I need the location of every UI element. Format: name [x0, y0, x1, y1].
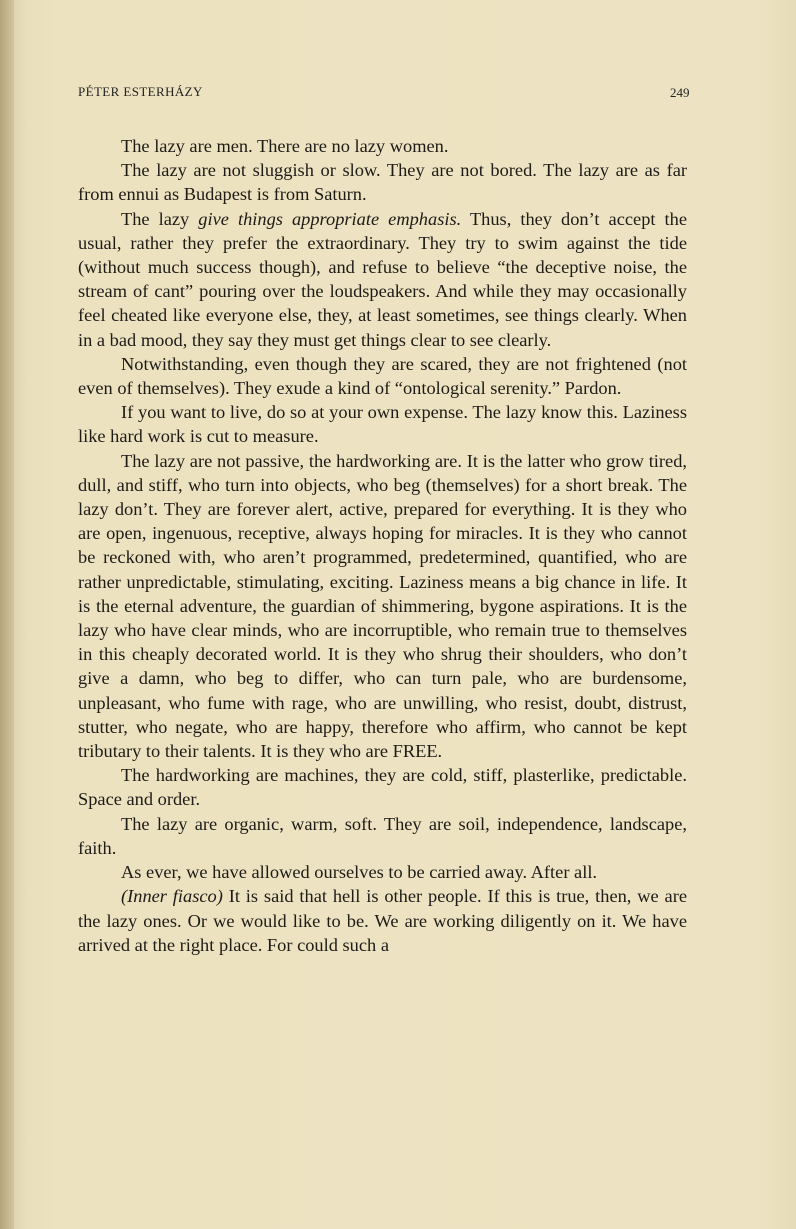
- paragraph-3-emphasis: give things appropriate emphasis.: [198, 208, 462, 229]
- paragraph-3-lead: The lazy: [121, 208, 199, 229]
- page-number: 249: [670, 85, 690, 100]
- paragraph-5: If you want to live, do so at your own expense. The lazy know this. Laziness like hard work is cut to measure.: [78, 402, 687, 447]
- binding-edge: [0, 0, 14, 1229]
- paragraph-2: The lazy are not sluggish or slow. They are not bored. The lazy are as far from ennui as Budapest is from Saturn.: [78, 160, 687, 205]
- paragraph-10-rest: It is said that hell is other people. If this is true, then, we are the lazy ones. Or we would like to be. We are working diligently on it. We have arrived at the right place. For could such a: [78, 886, 687, 955]
- paragraph-8: The lazy are organic, warm, soft. They are soil, independence, landscape, faith.: [78, 813, 687, 858]
- paragraph-1: The lazy are men. There are no lazy women.: [121, 136, 449, 156]
- running-head-author: PÉTER ESTERHÁZY: [78, 84, 203, 99]
- paragraph-7: The hardworking are machines, they are cold, stiff, plasterlike, predictable. Space and order.: [78, 765, 687, 810]
- paragraph-9: As ever, we have allowed ourselves to be carried away. After all.: [121, 862, 598, 883]
- paragraph-10: [78, 884, 687, 957]
- paragraph-3-rest: Thus, they don’t accept the usual, rather they prefer the extraordinary. They try to swim against the tide (without much success though), and refuse to believe “the deceptive noise, the stream of cant” pouring over the loudspeakers. And while they may occasionally feel cheated like everyone else, they, at least sometimes, see things clearly. When in a bad mood, they say they must get things clear to see clearly.: [78, 208, 688, 350]
- paragraph-6: The lazy are not passive, the hardworking are. It is the latter who grow tired, dull, and stiff, who turn into objects, who beg (themselves) for a short break. The lazy don’t. They are forever alert, active, prepared for everything. It is they who are open, ingenuous, receptive, always hoping for miracles. It is they who cannot be reckoned with, who aren’t programmed, predetermined, quantified, who are rather unpredictable, stimulating, exciting. Laziness means a big chance in life. It is the eternal adventure, the guardian of shimmering, bygone aspirations. It is the lazy who have clear minds, who are incorruptible, who remain true to themselves in this cheaply decorated world. It is they who shrug their shoulders, who don’t give a damn, who beg to differ, who can turn pale, who are burdensome, unpleasant, who fume with rage, who are unwilling, who resist, doubt, distrust, stutter, who negate, who are happy, therefore who affirm, who cannot be kept tributary to their talents. It is they who are FREE.: [78, 450, 687, 762]
- paragraph-10-emphasis: (Inner fiasco): [121, 886, 223, 907]
- paragraph-4: Notwithstanding, even though they are scared, they are not frightened (not even of themselves). They exude a kind of “ontological serenity.” Pardon.: [78, 353, 687, 399]
- body-text: [78, 134, 687, 957]
- paragraph-3: [78, 207, 687, 352]
